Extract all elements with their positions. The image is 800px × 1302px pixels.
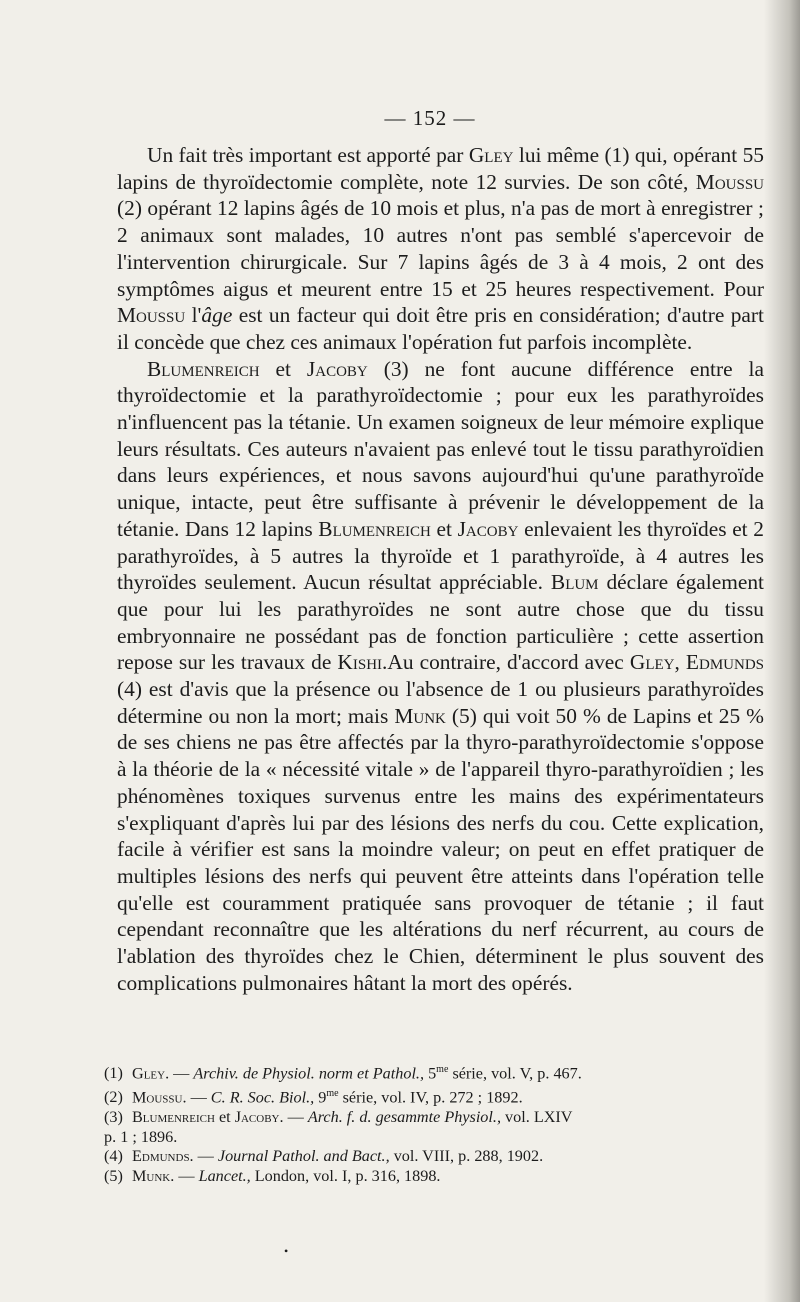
footnote-3: (3) Blumenreich et Jacoby. — Arch. f. d. gesammte Physiol., vol. LXIV [104, 1107, 573, 1126]
footnote-5: (5) Munk. — Lancet., London, vol. I, p. 316, 1898. [104, 1166, 441, 1185]
paragraph-2: Blumenreich et Jacoby (3) ne font aucune différence entre la thyroïdectomie et la parathyroïdectomie ; pour eux les parathyroïdes n'influencent pas la tétanie. Un examen soigneux de leur mémoire explique leurs résultats. Ces auteurs n'avaient pas enlevé tout le tissu parathyroïdien dans leurs expériences, et nous savons aujourd'hui qu'une parathyroïde unique, intacte, peut être suffisante à prévenir le développement de la tétanie. Dans 12 lapins Blumenreich et Jacoby enlevaient les thyroïdes et 2 parathyroïdes, à 5 autres la thyroïde et 1 parathyroïde, à 4 autres les thyroïdes seulement. Aucun résultat appréciable. Blum déclare également que pour lui les parathyroïdes ne sont autre chose que du tissu embryonnaire ne possédant pas de fonction particulière ; cette assertion repose sur les travaux de Kishi.Au contraire, d'accord avec Gley, Edmunds (4) est d'avis que la présence ou l'absence de 1 ou plusieurs parathyroïdes détermine ou non la mort; mais Munk (5) qui voit 50 % de Lapins et 25 % de ses chiens ne pas être affectés par la thyro-parathyroïdectomie s'oppose à la théorie de la « nécessité vitale » de l'appareil thyro-parathyroïdien ; les phénomènes toxiques survenus entre les mains des expérimentateurs s'expliquant d'après lui par des lésions des nerfs du cou. Cette explication, facile à vérifier est sans la moindre valeur; on peut en effet pratiquer de multiples lésions des nerfs qui peuvent être atteints dans l'opération telle qu'elle est couramment pratiquée sans provoquer de tétanie ; il faut cependant reconnaître que les altérations du nerf récurrent, au cours de l'ablation des thyroïdes chez le Chien, déterminent le plus souvent des complications pulmonaires hâtant la mort des opérés. [117, 356, 764, 995]
paragraph-1: Un fait très important est apporté par Gley lui même (1) qui, opérant 55 lapins de thyroïdectomie complète, note 12 survies. De son côté, Moussu (2) opérant 12 lapins âgés de 10 mois et plus, n'a pas de mort à enregistrer ; 2 animaux sont malades, 10 autres n'ont pas semblé s'apercevoir de l'intervention chirurgicale. Sur 7 lapins âgés de 3 à 4 mois, 2 ont des symptômes aigus et meurent entre 15 et 25 heures respectivement. Pour Moussu l'âge est un facteur qui doit être pris en considération; d'autre part il concède que chez ces animaux l'opération fut parfois incomplète. [117, 143, 764, 354]
page-number: — 152 — [384, 106, 476, 130]
stray-ink-mark: • [284, 1244, 289, 1258]
footnote-2: (2) Moussu. — C. R. Soc. Biol., $9^{me}$ série, vol. IV, p. 272 ; 1892. [104, 1087, 523, 1107]
footnotes [104, 1060, 762, 1186]
footnote-4: (4) Edmunds. — Journal Pathol. and Bact., vol. VIII, p. 288, 1902. [104, 1147, 544, 1166]
body-text [117, 142, 764, 997]
page-edge-shadow [764, 0, 800, 1302]
footnote-3-continuation: p. 1 ; 1896. [104, 1127, 178, 1146]
footnote-1: (1) Gley. — Archiv. de Physiol. norm et Pathol., $5^{me}$ série, vol. V, p. 467. [104, 1064, 582, 1083]
